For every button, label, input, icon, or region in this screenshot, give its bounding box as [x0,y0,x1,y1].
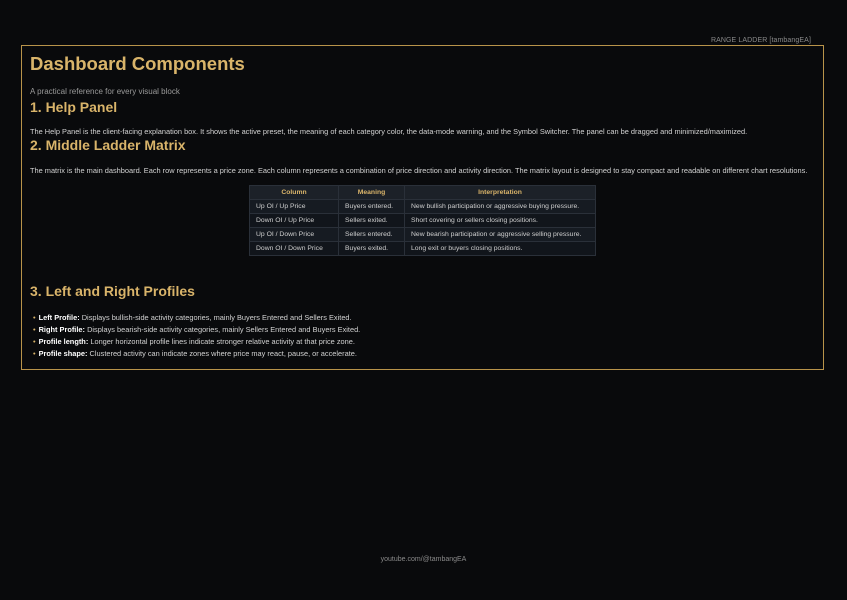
column-header: Interpretation [405,186,596,200]
list-item [33,336,815,348]
document-header-label: RANGE LADDER [tambangEA] [710,37,811,44]
table-cell: Up OI / Down Price [250,228,339,242]
table-row [250,242,596,256]
matrix-reference-table [249,185,596,256]
list-item-text: Displays bullish-side activity categories, mainly Buyers Entered and Sellers Exited. [81,313,352,322]
list-item-text: Clustered activity can indicate zones where price may react, pause, or accelerate. [89,349,357,358]
table-cell: Sellers entered. [339,228,405,242]
bullet-icon: • [33,349,36,358]
table-cell: Down OI / Up Price [250,214,339,228]
section-title-ladder-matrix: 2. Middle Ladder Matrix [30,137,186,153]
table-row [250,228,596,242]
table-cell: Sellers exited. [339,214,405,228]
section-body-help-panel: The Help Panel is the client-facing explanation box. It shows the active preset, the meaning of each category color, the data-mode warning, and the Symbol Switcher. The panel can be dragged and minimized/maximized. [30,127,748,136]
list-item [33,312,815,324]
table-row [250,214,596,228]
profile-list [30,312,815,360]
table-cell: Buyers entered. [339,200,405,214]
table-cell: Short covering or sellers closing positions. [405,214,596,228]
list-item-term: Profile shape: [38,349,88,358]
table-cell: New bearish participation or aggressive selling pressure. [405,228,596,242]
list-item [33,348,815,360]
list-item-term: Right Profile: [38,325,85,334]
table-row [250,200,596,214]
footer-link-text: youtube.com/@tambangEA [380,556,467,563]
table-cell: New bullish participation or aggressive buying pressure. [405,200,596,214]
table-cell: Up OI / Up Price [250,200,339,214]
list-item [33,324,815,336]
list-item-term: Left Profile: [38,313,80,322]
table-header-row [250,186,596,200]
page-subtitle: A practical reference for every visual block [30,87,180,96]
section-title-help-panel: 1. Help Panel [30,99,118,115]
table-cell: Buyers exited. [339,242,405,256]
section-title-profiles: 3. Left and Right Profiles [30,283,195,299]
table-cell: Long exit or buyers closing positions. [405,242,596,256]
bullet-icon: • [33,337,36,346]
bullet-icon: • [33,325,36,334]
page-title: Dashboard Components [30,53,245,74]
bullet-icon: • [33,313,36,322]
section-body-ladder-matrix: The matrix is the main dashboard. Each row represents a price zone. Each column represents a combination of price direction and activity direction. The matrix layout is designed to stay compact and readable on different chart resolutions. [30,166,808,175]
list-item-term: Profile length: [38,337,89,346]
column-header: Column [250,186,339,200]
list-item-text: Displays bearish-side activity categories, mainly Sellers Entered and Buyers Exited. [87,325,361,334]
column-header: Meaning [339,186,405,200]
list-item-text: Longer horizontal profile lines indicate stronger relative activity at that price zone. [90,337,355,346]
content-frame [21,45,824,370]
table-cell: Down OI / Down Price [250,242,339,256]
